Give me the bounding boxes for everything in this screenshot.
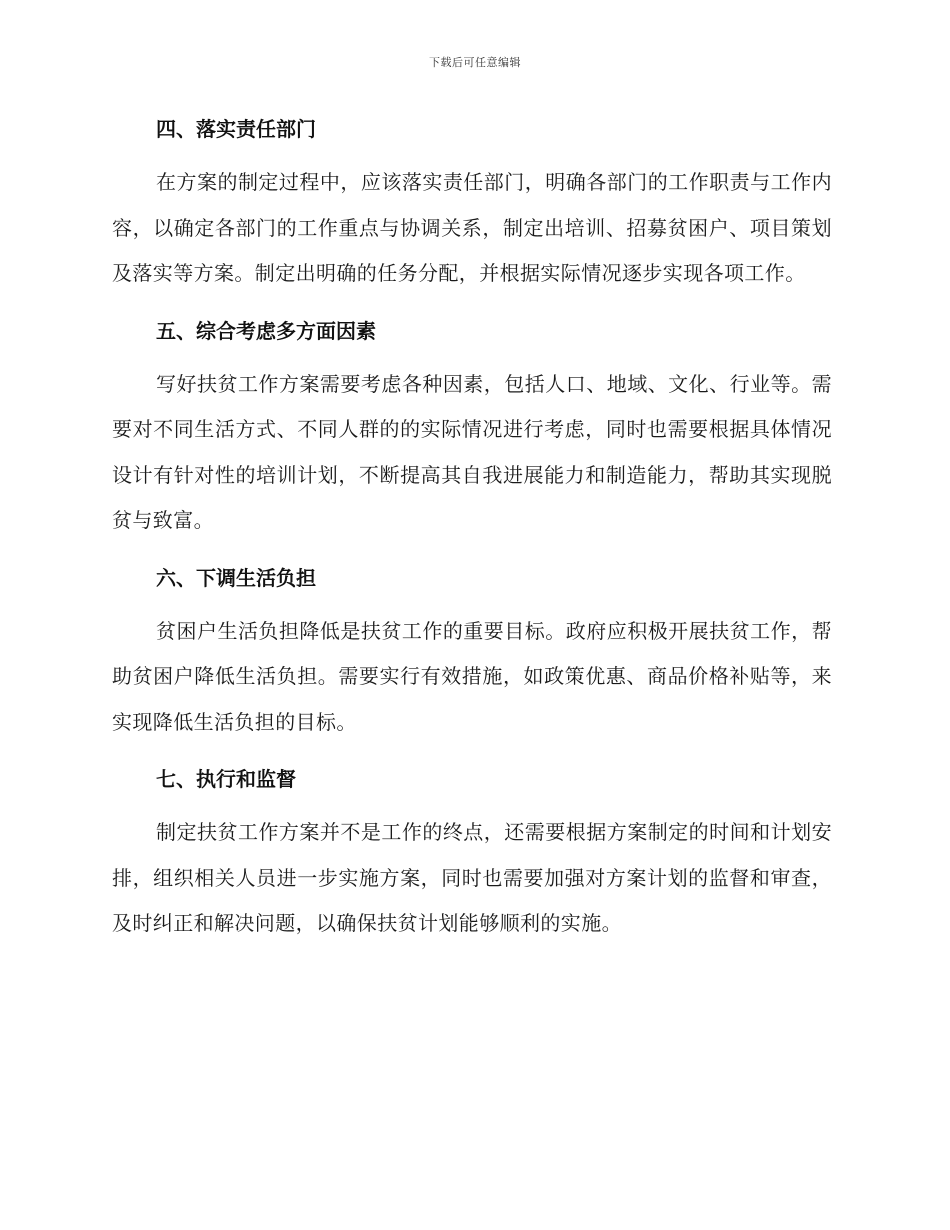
header-note: 下载后可任意编辑 xyxy=(429,56,521,69)
section-paragraph: 贫困户生活负担降低是扶贫工作的重要目标。政府应积极开展扶贫工作，帮助贫困户降低生活负担。需要实行有效措施，如政策优惠、商品价格补贴等，来实现降低生活负担的目标。 xyxy=(112,618,832,734)
section-heading: 七、执行和监督 xyxy=(156,767,296,791)
section-heading: 五、综合考虑多方面因素 xyxy=(156,318,376,343)
section-heading: 六、下调生活负担 xyxy=(156,565,316,590)
section-paragraph: 在方案的制定过程中，应该落实责任部门，明确各部门的工作职责与工作内容，以确定各部门的工作重点与协调关系，制定出培训、招募贫困户、项目策划及落实等方案。制定出明确的任务分配，并根据实际情况逐步实现各项工作。 xyxy=(112,170,832,285)
section-responsible-departments xyxy=(112,112,832,297)
document-content xyxy=(112,112,832,964)
section-paragraph: 写好扶贫工作方案需要考虑各种因素，包括人口、地域、文化、行业等。需要对不同生活方式、不同人群的的实际情况进行考虑，同时也需要根据具体情况设计有针对性的培训计划，不断提高其自我进展能力和制造能力，帮助其实现脱贫与致富。 xyxy=(112,371,832,532)
section-paragraph: 制定扶贫工作方案并不是工作的终点，还需要根据方案制定的时间和计划安排，组织相关人员进一步实施方案，同时也需要加强对方案计划的监督和审查，及时纠正和解决问题，以确保扶贫计划能够顺利的实施。 xyxy=(112,820,832,935)
section-heading: 四、落实责任部门 xyxy=(156,117,316,141)
section-multiple-factors xyxy=(112,314,832,544)
section-execution-supervision xyxy=(112,762,832,947)
section-reduce-living-burden xyxy=(112,561,832,746)
